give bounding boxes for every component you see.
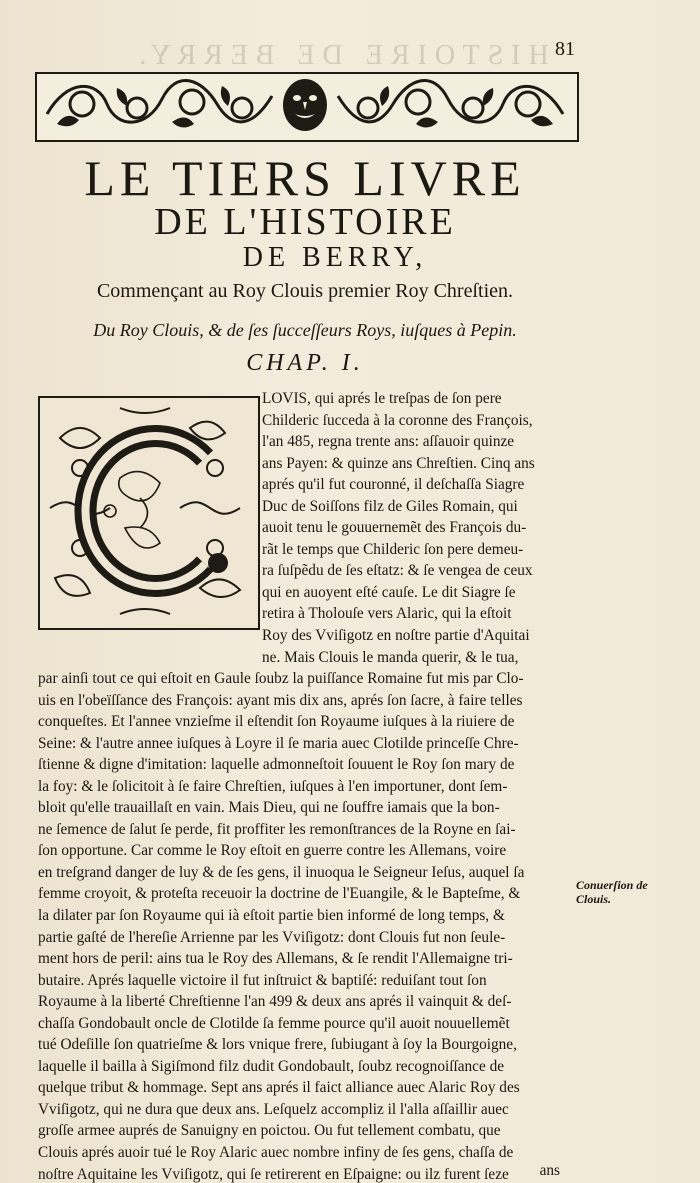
section-heading: Du Roy Clouis, & de ſes ſucceſſeurs Roys, iuſques à Pepin. [93,320,517,340]
body-line: bloit qu'elle trauaillaſt en vain. Mais Dieu, qui ne ſouffre iamais que la bon- [38,799,500,816]
book-place-title: DE BERRY, [242,242,428,273]
body-line: ne ſemence de ſalut ſe perde, fit proffiter les remonſtrances de la Royne en ſai- [38,821,516,838]
body-line: par ainſi tout ce qui eſtoit en Gaule ſoubz la puiſſance Romaine fut mis par Clo- [38,670,524,687]
body-line: femme croyoit, & proteſta receuoir la doctrine de l'Euangile, & le Bapteſme, & [38,885,521,902]
bleed-through-running-head: HISTOIRE DE BERRY. [131,40,549,71]
body-line: LOVIS, qui aprés le treſpas de ſon pere [262,390,502,407]
marginal-note-line: Clouis. [576,892,612,906]
body-line: ſon opportune. Car comme le Roy eſtoit en guerre contre les Allemans, voire [38,842,507,859]
body-line: rãt le temps que Childeric ſon pere demeu- [262,541,524,558]
body-line: ne. Mais Clouis le manda querir, & le tua, [262,649,519,666]
initial-letter-c-ornament [40,398,254,624]
body-line: en treſgrand danger de luy & de ſes gens, il inuoqua le Seigneur Ieſus, auquel ſa [38,864,525,881]
body-line: quelque tribut & hommage. Sept ans aprés il faict alliance auec Alaric Roy des [38,1079,520,1096]
body-line: Royaume à la liberté Chreſtienne l'an 499 & deux ans aprés il vainquit & deſ- [38,993,512,1010]
body-line: auoit tenu le gouuernemẽt des François du- [262,519,527,536]
ornamental-headpiece [35,72,579,142]
body-line: ment hors de peril: ains tua le Roy des Allemans, & ſe rendit l'Allemaigne tri- [38,950,513,967]
body-line: chaſſa Gondobault oncle de Clotilde ſa femme pource qu'il auoit nouuellemẽt [38,1015,510,1032]
body-line: l'an 485, regna trente ans: aſſauoir quinze [262,433,515,450]
catchword: ans [539,1162,560,1179]
body-line: noſtre Aquitaine les Vviſigotz, qui ſe retirerent en Eſpaigne: ou ilz furent ſeze [38,1166,509,1183]
body-line: groſſe armee auprés de Sanuigny en poictou. Ou fut tellement combatu, que [38,1122,501,1139]
marginal-note-line: Conuerſion de [576,878,648,892]
book-subtitle: DE L'HISTOIRE [154,201,456,243]
body-line: laquelle il bailla à Sigiſmond filz dudit Gondobault, ſoubz recognoiſſance de [38,1058,505,1075]
body-line: aprés qu'il fut couronné, il deſchaſſa Siagre [262,476,525,493]
body-line: ans Payen: & quinze ans Chreſtien. Cinq ans [262,455,535,472]
body-line: ra ſuſpẽdu de ſes eſtatz: & ſe vengea de ceux [262,562,533,579]
body-line: la foy: & le ſolicitoit à ſe faire Chreſtien, iuſques à l'en importuner, dont ſem- [38,778,508,795]
body-line: Roy des Vviſigotz en noſtre partie d'Aquitai [262,627,530,644]
book-tagline: Commençant au Roy Clouis premier Roy Chreſtien. [96,280,514,302]
body-line: qui en auoyent eſté cauſe. Le dit Siagre ſe [262,584,516,601]
body-line: Duc de Soiſſons filz de Giles Romain, qui [262,498,518,515]
body-line: conqueſtes. Et l'annee vnzieſme il eſtendit ſon Royaume iuſques à la riuiere de [38,713,515,730]
book-title: LE TIERS LIVRE [84,150,526,206]
body-line: Seine: & l'autre annee iuſques à Loyre il ſe maria auec Clotilde princeſſe Chre- [38,735,519,752]
marginal-note [576,878,648,906]
body-line: ſtienne & digne d'imitation: laquelle admonneſtoit ſouuent le Roy ſon mary de [38,756,515,773]
body-line: la dilater par ſon Royaume qui ià eſtoit partie bien informé de long temps, & [38,907,505,924]
chapter-heading: CHAP. I. [246,350,364,376]
body-line: tué Odeſille ſon quatrieſme & lors vnique frere, ſubiugant à ſoy la Bourgoigne, [38,1036,517,1053]
scrollwork-ornament [37,74,573,136]
body-line: butaire. Aprés laquelle victoire il fut inſtruict & baptiſé: reduiſant tout ſon [38,972,487,989]
page-number: 81 [555,38,575,60]
body-line: Vviſigotz, qui ne dura que deux ans. Leſquelz accompliz il l'alla aſſaillir auec [38,1101,509,1118]
body-line: retira à Tholouſe vers Alaric, qui la eſtoit [262,605,512,622]
body-line: Childeric ſucceda à la coronne des François, [262,412,533,429]
body-line: uis en l'obeïſſance des François: ayant mis dix ans, aprés ſon ſacre, à faire telles [38,692,523,709]
body-line: Clouis aprés auoir tué le Roy Alaric auec nombre infiny de ſes gens, chaſſa de [38,1144,514,1161]
decorated-initial [38,396,260,630]
body-line: partie gaſté de l'hereſie Arrienne par les Vviſigotz: dont Clouis fut non ſeule- [38,929,506,946]
